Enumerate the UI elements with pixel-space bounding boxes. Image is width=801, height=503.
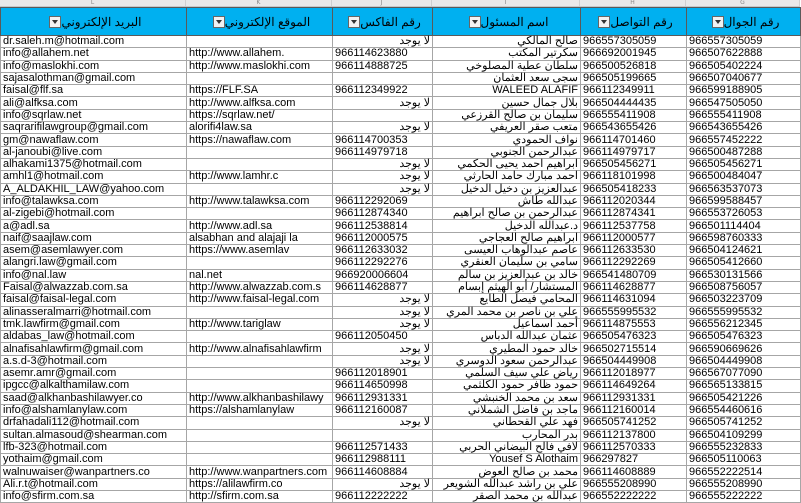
- fax-cell[interactable]: لا يوجد: [333, 294, 433, 306]
- filter-dropdown-icon[interactable]: [712, 16, 724, 28]
- mobile-cell[interactable]: 966505741252: [687, 417, 801, 429]
- table-row: [1, 146, 801, 158]
- official-cell[interactable]: WALEED ALAFIF: [433, 85, 581, 97]
- website-cell[interactable]: [187, 306, 333, 318]
- fax-cell[interactable]: [333, 109, 433, 121]
- column-letter-bar: [0, 0, 800, 7]
- official-cell[interactable]: احمد مبارك حامد الحارثي: [433, 171, 581, 183]
- mobile-cell[interactable]: 966599188905: [687, 85, 801, 97]
- official-cell[interactable]: محمد بن صالح العوض: [433, 466, 581, 478]
- official-cell[interactable]: عبدالرحمن سعود الدوسري: [433, 355, 581, 367]
- contact-cell[interactable]: 966112633530: [581, 245, 687, 257]
- website-cell[interactable]: [187, 208, 333, 220]
- mobile-cell[interactable]: 966557305059: [687, 36, 801, 48]
- email-cell[interactable]: info@alshamlanylaw.com: [1, 404, 187, 416]
- fax-cell[interactable]: لا يوجد: [333, 318, 433, 330]
- contact-cell[interactable]: 966114875553: [581, 318, 687, 330]
- mobile-cell[interactable]: 966505110063: [687, 454, 801, 466]
- website-cell[interactable]: [187, 454, 333, 466]
- fax-cell[interactable]: 966112000575: [333, 232, 433, 244]
- contact-cell[interactable]: 966112137800: [581, 429, 687, 441]
- fax-cell[interactable]: 966114700353: [333, 134, 433, 146]
- contact-cell[interactable]: 966114649264: [581, 380, 687, 392]
- header-row: [1, 8, 801, 36]
- email-cell[interactable]: yothaim@gmail.com: [1, 454, 187, 466]
- table-row: [1, 232, 801, 244]
- website-cell[interactable]: [187, 417, 333, 429]
- mobile-cell[interactable]: 966555411908: [687, 109, 801, 121]
- fax-cell[interactable]: 966920006604: [333, 269, 433, 281]
- mobile-cell[interactable]: 966598760333: [687, 232, 801, 244]
- fax-cell[interactable]: 966114650998: [333, 380, 433, 392]
- table-row: [1, 417, 801, 429]
- mobile-cell[interactable]: 966508756057: [687, 281, 801, 293]
- email-cell[interactable]: alangri.law@gmail.com: [1, 257, 187, 269]
- table-row: [1, 97, 801, 109]
- mobile-cell[interactable]: 966500484047: [687, 171, 801, 183]
- website-cell[interactable]: [187, 36, 333, 48]
- table-row: [1, 158, 801, 170]
- fax-cell[interactable]: 966112222222: [333, 490, 433, 502]
- email-cell[interactable]: a.s.d-3@hotmail.com: [1, 355, 187, 367]
- official-cell[interactable]: سجى سعد العثمان: [433, 72, 581, 84]
- contact-cell[interactable]: 966114631094: [581, 294, 687, 306]
- mobile-cell[interactable]: 966505421226: [687, 392, 801, 404]
- official-cell[interactable]: حمود ظافر حمود الكلثمي: [433, 380, 581, 392]
- table-row: [1, 220, 801, 232]
- table-row: [1, 72, 801, 84]
- official-cell[interactable]: رياض علي سيف السلمي: [433, 368, 581, 380]
- official-cell[interactable]: ابراهيم صالح العجاجي: [433, 232, 581, 244]
- table-row: [1, 380, 801, 392]
- official-cell[interactable]: عثمان عبدالله الدباس: [433, 331, 581, 343]
- mobile-cell[interactable]: 966555208990: [687, 478, 801, 490]
- contact-cell[interactable]: 966543655426: [581, 122, 687, 134]
- contact-cell[interactable]: 966112537758: [581, 220, 687, 232]
- email-cell[interactable]: aldabas_law@hotmail.com: [1, 331, 187, 343]
- fax-cell[interactable]: [333, 72, 433, 84]
- table-row: [1, 368, 801, 380]
- official-cell[interactable]: عبدالرحمن الجنوبي: [433, 146, 581, 158]
- filter-dropdown-icon[interactable]: [49, 16, 61, 28]
- official-cell[interactable]: خالد حمود المطيري: [433, 343, 581, 355]
- email-cell[interactable]: A_ALDAKHIL_LAW@yahoo.com: [1, 183, 187, 195]
- mobile-cell[interactable]: 966530131566: [687, 269, 801, 281]
- table-row: [1, 343, 801, 355]
- website-cell[interactable]: [187, 380, 333, 392]
- mobile-cell[interactable]: 966543655426: [687, 122, 801, 134]
- filter-dropdown-icon[interactable]: [469, 16, 481, 28]
- email-cell[interactable]: asem@asemlawyer.com: [1, 245, 187, 257]
- email-cell[interactable]: info@maslokhi.com: [1, 60, 187, 72]
- contact-cell[interactable]: 966112570333: [581, 441, 687, 453]
- mobile-cell[interactable]: 966599588457: [687, 195, 801, 207]
- official-cell[interactable]: ابراهيم احمد يحيى الحكمي: [433, 158, 581, 170]
- email-cell[interactable]: ali@alfksa.com: [1, 97, 187, 109]
- mobile-cell[interactable]: 966504109299: [687, 429, 801, 441]
- column-letter[interactable]: G: [686, 0, 800, 6]
- website-cell[interactable]: http://www.alwazzab.com.s: [187, 281, 333, 293]
- contact-cell[interactable]: 966114608889: [581, 466, 687, 478]
- table-row: [1, 355, 801, 367]
- website-cell[interactable]: http://www.alnafisahlawfirm: [187, 343, 333, 355]
- official-cell[interactable]: صالح المالكي: [433, 36, 581, 48]
- fax-cell[interactable]: لا يوجد: [333, 171, 433, 183]
- mobile-cell[interactable]: 966507622888: [687, 48, 801, 60]
- table-row: [1, 281, 801, 293]
- fax-cell[interactable]: 966112874340: [333, 208, 433, 220]
- official-cell[interactable]: أحمد اسماعيل: [433, 318, 581, 330]
- email-cell[interactable]: gm@nawaflaw.com: [1, 134, 187, 146]
- official-cell[interactable]: سامي بن سليمان العنقري: [433, 257, 581, 269]
- contact-cell[interactable]: 966112874341: [581, 208, 687, 220]
- mobile-cell[interactable]: 966556212345: [687, 318, 801, 330]
- email-cell[interactable]: saad@alkhanbashilawyer.co: [1, 392, 187, 404]
- table-row: [1, 122, 801, 134]
- contact-cell[interactable]: 966505456271: [581, 158, 687, 170]
- website-cell[interactable]: http://www.alfksa.com: [187, 97, 333, 109]
- header-fax[interactable]: رقم الفاكس: [333, 8, 433, 36]
- contacts-table: [0, 7, 801, 503]
- table-row: [1, 171, 801, 183]
- table-row: [1, 392, 801, 404]
- table-row: [1, 441, 801, 453]
- mobile-cell[interactable]: 966505456271: [687, 158, 801, 170]
- fax-cell[interactable]: 966114888725: [333, 60, 433, 72]
- mobile-cell[interactable]: 966554460616: [687, 404, 801, 416]
- header-website[interactable]: الموقع الإلكتروني: [187, 8, 333, 36]
- fax-cell[interactable]: لا يوجد: [333, 355, 433, 367]
- header-email[interactable]: البريد الإلكتروني: [1, 8, 187, 36]
- fax-cell[interactable]: 966112538814: [333, 220, 433, 232]
- contact-cell[interactable]: 966500526818: [581, 60, 687, 72]
- fax-cell[interactable]: 966112988111: [333, 454, 433, 466]
- fax-cell[interactable]: 966114628877: [333, 281, 433, 293]
- table-row: [1, 208, 801, 220]
- contact-cell[interactable]: 966114979717: [581, 146, 687, 158]
- email-cell[interactable]: info@sqrlaw.net: [1, 109, 187, 121]
- table-row: [1, 269, 801, 281]
- table-row: [1, 404, 801, 416]
- website-cell[interactable]: [187, 331, 333, 343]
- contact-cell[interactable]: 966502715514: [581, 343, 687, 355]
- mobile-cell[interactable]: 966505412660: [687, 257, 801, 269]
- email-cell[interactable]: tmk.lawfirm@gmail.com: [1, 318, 187, 330]
- website-cell[interactable]: alsabhan and alajaji la: [187, 232, 333, 244]
- table-row: [1, 85, 801, 97]
- table-row: [1, 331, 801, 343]
- email-cell[interactable]: sajasalothman@gmail.com: [1, 72, 187, 84]
- fax-cell[interactable]: 966114623880: [333, 48, 433, 60]
- fax-cell[interactable]: لا يوجد: [333, 183, 433, 195]
- fax-cell[interactable]: 966114979718: [333, 146, 433, 158]
- mobile-cell[interactable]: 966505476323: [687, 331, 801, 343]
- contact-cell[interactable]: 966504444435: [581, 97, 687, 109]
- website-cell[interactable]: [187, 429, 333, 441]
- email-cell[interactable]: walnuwaiser@wanpartners.co: [1, 466, 187, 478]
- website-cell[interactable]: http://www.talawksa.com: [187, 195, 333, 207]
- official-cell[interactable]: بدر المحارب: [433, 429, 581, 441]
- website-cell[interactable]: [187, 257, 333, 269]
- fax-cell[interactable]: 966112349922: [333, 85, 433, 97]
- fax-cell[interactable]: لا يوجد: [333, 97, 433, 109]
- email-cell[interactable]: Faisal@alwazzab.com.sa: [1, 281, 187, 293]
- official-cell[interactable]: Yousef S Alothaim: [433, 454, 581, 466]
- official-cell[interactable]: فهد علي القحطاني: [433, 417, 581, 429]
- table-row: [1, 429, 801, 441]
- email-cell[interactable]: lfb-323@hotmail.com: [1, 441, 187, 453]
- official-cell[interactable]: عبدالله بن محمد الصقر: [433, 490, 581, 502]
- official-cell[interactable]: نواف الحمودي: [433, 134, 581, 146]
- header-mobile[interactable]: رقم الجوال: [687, 8, 801, 36]
- table-row: [1, 257, 801, 269]
- website-cell[interactable]: [187, 183, 333, 195]
- official-cell[interactable]: عبدالله طاش: [433, 195, 581, 207]
- mobile-cell[interactable]: 966590669626: [687, 343, 801, 355]
- email-cell[interactable]: ipgcc@alkalthamilaw.com: [1, 380, 187, 392]
- mobile-cell[interactable]: 966563537073: [687, 183, 801, 195]
- mobile-cell[interactable]: 966552222514: [687, 466, 801, 478]
- official-cell[interactable]: خالد بن عبدالعزيز بن سالم: [433, 269, 581, 281]
- mobile-cell[interactable]: 966501114404: [687, 220, 801, 232]
- column-letter[interactable]: K: [186, 0, 332, 6]
- mobile-cell[interactable]: 966565133815: [687, 380, 801, 392]
- email-cell[interactable]: al-zigebi@hotmail.com: [1, 208, 187, 220]
- header-official[interactable]: اسم المسئول: [433, 8, 581, 36]
- official-cell[interactable]: د.عبدالله الدخيل: [433, 220, 581, 232]
- contact-cell[interactable]: 966112000577: [581, 232, 687, 244]
- mobile-cell[interactable]: 966557452222: [687, 134, 801, 146]
- email-cell[interactable]: a@adl.sa: [1, 220, 187, 232]
- email-cell[interactable]: alhakami1375@hotmail.com: [1, 158, 187, 170]
- website-cell[interactable]: [187, 368, 333, 380]
- mobile-cell[interactable]: 966504124621: [687, 245, 801, 257]
- table-row: [1, 48, 801, 60]
- fax-cell[interactable]: لا يوجد: [333, 343, 433, 355]
- contact-cell[interactable]: 966297827: [581, 454, 687, 466]
- contact-cell[interactable]: 966112931331: [581, 392, 687, 404]
- website-cell[interactable]: nal.net: [187, 269, 333, 281]
- contact-cell[interactable]: 966118101998: [581, 171, 687, 183]
- fax-cell[interactable]: 966112292276: [333, 257, 433, 269]
- table-row: [1, 109, 801, 121]
- website-cell[interactable]: http://www.lamhr.c: [187, 171, 333, 183]
- website-cell[interactable]: https://nawaflaw.com: [187, 134, 333, 146]
- email-cell[interactable]: Ali.r.t@hotmail.com: [1, 478, 187, 490]
- column-letter[interactable]: I: [432, 0, 580, 6]
- email-cell[interactable]: asemr.amr@gmail.com: [1, 368, 187, 380]
- contact-cell[interactable]: 966505476323: [581, 331, 687, 343]
- official-cell[interactable]: سليمان بن صالح القرزعي: [433, 109, 581, 121]
- official-cell[interactable]: علي بن ناصر بن محمد المري: [433, 306, 581, 318]
- table-row: [1, 294, 801, 306]
- column-letter[interactable]: J: [332, 0, 432, 6]
- website-cell[interactable]: https://alilawfirm.co: [187, 478, 333, 490]
- fax-cell[interactable]: 966112018901: [333, 368, 433, 380]
- contact-cell[interactable]: 966505418233: [581, 183, 687, 195]
- fax-cell[interactable]: 966114608884: [333, 466, 433, 478]
- table-row: [1, 306, 801, 318]
- contact-cell[interactable]: 966552222222: [581, 490, 687, 502]
- contact-cell[interactable]: 966114628877: [581, 281, 687, 293]
- mobile-cell[interactable]: 966555995532: [687, 306, 801, 318]
- website-cell[interactable]: https://alshamlanylaw: [187, 404, 333, 416]
- website-cell[interactable]: https://www.asemlav: [187, 245, 333, 257]
- table-row: [1, 195, 801, 207]
- email-cell[interactable]: sultan.almasoud@shearman.com: [1, 429, 187, 441]
- official-cell[interactable]: سلطان عطية المصلوخي: [433, 60, 581, 72]
- mobile-cell[interactable]: 966555222222: [687, 490, 801, 502]
- contact-cell[interactable]: 966112020344: [581, 195, 687, 207]
- website-cell[interactable]: http://www.allahem.: [187, 48, 333, 60]
- filter-dropdown-icon[interactable]: [598, 16, 610, 28]
- column-letter[interactable]: H: [580, 0, 686, 6]
- mobile-cell[interactable]: 966507040677: [687, 72, 801, 84]
- fax-cell[interactable]: لا يوجد: [333, 122, 433, 134]
- contact-cell[interactable]: 966505199665: [581, 72, 687, 84]
- contact-cell[interactable]: 966112018977: [581, 368, 687, 380]
- fax-cell[interactable]: 966112633032: [333, 245, 433, 257]
- mobile-cell[interactable]: 966500487288: [687, 146, 801, 158]
- website-cell[interactable]: https://FLF.SA: [187, 85, 333, 97]
- contact-cell[interactable]: 966557305059: [581, 36, 687, 48]
- email-cell[interactable]: alinasseralmarri@hotmail.com: [1, 306, 187, 318]
- official-cell[interactable]: المحامي فيصل الطايع: [433, 294, 581, 306]
- mobile-cell[interactable]: 966567077090: [687, 368, 801, 380]
- official-cell[interactable]: سعد بن محمد الخنبشي: [433, 392, 581, 404]
- email-cell[interactable]: alnafisahlawfirm@gmail.com: [1, 343, 187, 355]
- contact-cell[interactable]: 966505741252: [581, 417, 687, 429]
- website-cell[interactable]: alorifi4law.sa: [187, 122, 333, 134]
- website-cell[interactable]: http://www.wanpartners.com: [187, 466, 333, 478]
- website-cell[interactable]: http://www.adl.sa: [187, 220, 333, 232]
- website-cell[interactable]: [187, 146, 333, 158]
- website-cell[interactable]: https://sqrlaw.net/: [187, 109, 333, 121]
- mobile-cell[interactable]: 966547505050: [687, 97, 801, 109]
- table-row: [1, 318, 801, 330]
- contact-cell[interactable]: 966555995532: [581, 306, 687, 318]
- email-cell[interactable]: saqrarifilawgroup@gmail.com: [1, 122, 187, 134]
- fax-cell[interactable]: لا يوجد: [333, 306, 433, 318]
- website-cell[interactable]: http://sfirm.com.sa: [187, 490, 333, 502]
- official-cell[interactable]: علي بن راشد عبدالله الشويعر: [433, 478, 581, 490]
- email-cell[interactable]: info@nal.law: [1, 269, 187, 281]
- contact-cell[interactable]: 966112349911: [581, 85, 687, 97]
- email-cell[interactable]: naif@saajlaw.com: [1, 232, 187, 244]
- table-row: [1, 36, 801, 48]
- mobile-cell[interactable]: 966503223709: [687, 294, 801, 306]
- website-cell[interactable]: [187, 158, 333, 170]
- official-cell[interactable]: ماجد بن فاضل الشملاني: [433, 404, 581, 416]
- email-cell[interactable]: dr.saleh.m@hotmail.com: [1, 36, 187, 48]
- fax-cell[interactable]: لا يوجد: [333, 417, 433, 429]
- fax-cell[interactable]: 966112931331: [333, 392, 433, 404]
- contact-cell[interactable]: 966114701460: [581, 134, 687, 146]
- email-cell[interactable]: faisal@flf.sa: [1, 85, 187, 97]
- official-cell[interactable]: المستشار/ أبو الهيثم إبسام: [433, 281, 581, 293]
- official-cell[interactable]: متعب صقر العريفي: [433, 122, 581, 134]
- website-cell[interactable]: http://www.faisal-legal.com: [187, 294, 333, 306]
- website-cell[interactable]: [187, 355, 333, 367]
- table-row: [1, 60, 801, 72]
- table-row: [1, 245, 801, 257]
- table-row: [1, 466, 801, 478]
- table-row: [1, 454, 801, 466]
- header-contact[interactable]: رقم التواصل: [581, 8, 687, 36]
- contact-cell[interactable]: 966555411908: [581, 109, 687, 121]
- fax-cell[interactable]: [333, 429, 433, 441]
- official-cell[interactable]: لافي فالح البيضاني الحربي: [433, 441, 581, 453]
- table-row: [1, 183, 801, 195]
- table-row: [1, 490, 801, 502]
- email-cell[interactable]: amhl1@hotmail.com: [1, 171, 187, 183]
- email-cell[interactable]: faisal@faisal-legal.com: [1, 294, 187, 306]
- fax-cell[interactable]: لا يوجد: [333, 158, 433, 170]
- website-cell[interactable]: [187, 441, 333, 453]
- email-cell[interactable]: info@talawksa.com: [1, 195, 187, 207]
- mobile-cell[interactable]: 966504449908: [687, 355, 801, 367]
- fax-cell[interactable]: 966112160087: [333, 404, 433, 416]
- fax-cell[interactable]: 966112050450: [333, 331, 433, 343]
- filter-dropdown-icon[interactable]: [348, 16, 360, 28]
- filter-dropdown-icon[interactable]: [213, 16, 225, 28]
- mobile-cell[interactable]: 966553726053: [687, 208, 801, 220]
- website-cell[interactable]: [187, 72, 333, 84]
- official-cell[interactable]: سكرتير المكتب: [433, 48, 581, 60]
- mobile-cell[interactable]: 966555232833: [687, 441, 801, 453]
- website-cell[interactable]: http://www.maslokhi.com: [187, 60, 333, 72]
- fax-cell[interactable]: لا يوجد: [333, 478, 433, 490]
- table-row: [1, 478, 801, 490]
- contact-cell[interactable]: 966692001945: [581, 48, 687, 60]
- table-row: [1, 134, 801, 146]
- fax-cell[interactable]: 966112571433: [333, 441, 433, 453]
- website-cell[interactable]: http://www.alkhanbashilawy: [187, 392, 333, 404]
- email-cell[interactable]: drfahadali112@hotmail.com: [1, 417, 187, 429]
- email-cell[interactable]: info@allahem.net: [1, 48, 187, 60]
- email-cell[interactable]: al-janoubi@live.com: [1, 146, 187, 158]
- official-cell[interactable]: عبدالرحمن بن صالح ابراهيم: [433, 208, 581, 220]
- contact-cell[interactable]: 966112292269: [581, 257, 687, 269]
- contact-cell[interactable]: 966504449908: [581, 355, 687, 367]
- column-letter[interactable]: L: [0, 0, 186, 6]
- website-cell[interactable]: http://www.tariglaw: [187, 318, 333, 330]
- contact-cell[interactable]: 966555208990: [581, 478, 687, 490]
- official-cell[interactable]: عبدالعزيز بن دخيل الدخيل: [433, 183, 581, 195]
- mobile-cell[interactable]: 966505402224: [687, 60, 801, 72]
- official-cell[interactable]: عاصم عبدالوهاب العيسى: [433, 245, 581, 257]
- contact-cell[interactable]: 966112160014: [581, 404, 687, 416]
- email-cell[interactable]: info@sfirm.com.sa: [1, 490, 187, 502]
- official-cell[interactable]: بلال جمال حسين: [433, 97, 581, 109]
- fax-cell[interactable]: 966112292069: [333, 195, 433, 207]
- fax-cell[interactable]: لا يوجد: [333, 36, 433, 48]
- contact-cell[interactable]: 966541480709: [581, 269, 687, 281]
